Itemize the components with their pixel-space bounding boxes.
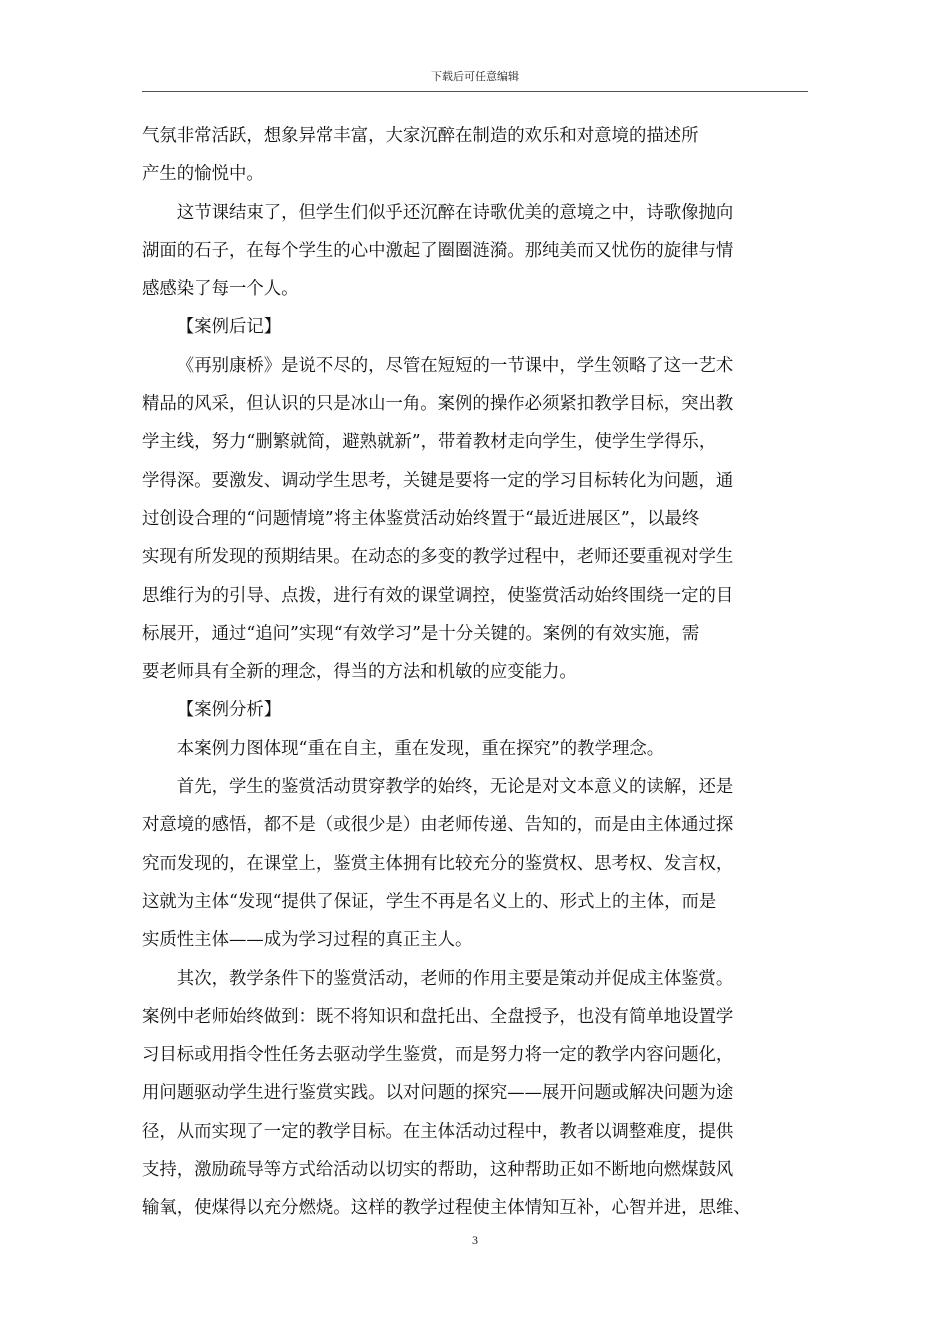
text-line: 这节课结束了，但学生们似乎还沉醉在诗歌优美的意境之中，诗歌像抛向 xyxy=(176,202,734,223)
text-line: 思维行为的引导、点拨，进行有效的课堂调控，使鉴赏活动始终围绕一定的目 xyxy=(142,585,734,606)
page-number: 3 xyxy=(472,1233,478,1247)
paragraph xyxy=(142,347,808,692)
text-line: 首先，学生的鉴赏活动贯穿教学的始终，无论是对文本意义的读解，还是 xyxy=(176,777,734,798)
text-line: 气氛非常活跃，想象异常丰富，大家沉醉在制造的欢乐和对意境的描述所 xyxy=(142,126,699,146)
text-line: 产生的愉悦中。 xyxy=(142,164,264,185)
paragraph xyxy=(142,117,808,194)
text-line: 这就为主体“发现“提供了保证，学生不再是名义上的、形式上的主体，而是 xyxy=(142,891,717,912)
text-line: 输氧，使煤得以充分燃烧。这样的教学过程使主体情知互补，心智并进，思维、 xyxy=(142,1198,751,1219)
page-header: 下载后可任意编辑 xyxy=(431,70,519,83)
text-line: 径，从而实现了一定的教学目标。在主体活动过程中，教者以调整难度，提供 xyxy=(142,1121,734,1142)
paragraph xyxy=(142,768,808,959)
paragraph xyxy=(142,691,808,729)
text-line: 用问题驱动学生进行鉴赏实践。以对问题的探究——展开问题或解决问题为途 xyxy=(142,1083,734,1104)
text-line: 习目标或用指令性任务去驱动学生鉴赏，而是努力将一定的教学内容问题化， xyxy=(142,1045,734,1066)
text-line: 标展开，通过“追问”实现“有效学习”是十分关键的。案例的有效实施，需 xyxy=(142,623,700,644)
text-line: 【案例分析】 xyxy=(176,700,282,721)
text-line: 精品的风采，但认识的只是冰山一角。案例的操作必须紧扣教学目标，突出教 xyxy=(142,394,734,415)
text-line: 实现有所发现的预期结果。在动态的多变的教学过程中，老师还要重视对学生 xyxy=(142,547,734,568)
text-line: 对意境的感悟，都不是（或很少是）由老师传递、告知的，而是由主体通过探 xyxy=(142,815,734,836)
text-line: 实质性主体——成为学习过程的真正主人。 xyxy=(142,930,473,951)
paragraph xyxy=(142,960,808,1228)
text-line: 案例中老师始终做到：既不将知识和盘托出、全盘授予，也没有简单地设置学 xyxy=(142,1006,734,1027)
text-line: 学主线，努力“删繁就简，避熟就新”，带着教材走向学生，使学生学得乐， xyxy=(142,432,717,453)
body-text xyxy=(142,117,808,1228)
text-line: 学得深。要激发、调动学生思考，关键是要将一定的学习目标转化为问题，通 xyxy=(142,470,734,491)
paragraph xyxy=(142,194,808,309)
text-line: 要老师具有全新的理念，得当的方法和机敏的应变能力。 xyxy=(142,662,577,683)
text-line: 《再别康桥》是说不尽的，尽管在短短的一节课中，学生领略了这一艺术 xyxy=(176,355,734,376)
text-line: 本案例力图体现“重在自主，重在发现，重在探究”的教学理念。 xyxy=(176,738,665,759)
text-line: 究而发现的，在课堂上，鉴赏主体拥有比较充分的鉴赏权、思考权、发言权， xyxy=(142,853,734,874)
text-line: 支持，激励疏导等方式给活动以切实的帮助，这种帮助正如不断地向燃煤鼓风 xyxy=(142,1160,734,1181)
text-line: 湖面的石子，在每个学生的心中激起了圈圈涟漪。那纯美而又忧伤的旋律与情 xyxy=(142,240,734,261)
header-divider xyxy=(142,91,808,92)
paragraph xyxy=(142,308,808,346)
text-line: 【案例后记】 xyxy=(176,317,282,338)
paragraph xyxy=(142,730,808,768)
text-line: 其次，教学条件下的鉴赏活动，老师的作用主要是策动并促成主体鉴赏。 xyxy=(176,968,734,989)
text-line: 过创设合理的“问题情境”将主体鉴赏活动始终置于“最近进展区”，以最终 xyxy=(142,508,700,529)
text-line: 感感染了每一个人。 xyxy=(142,279,299,300)
